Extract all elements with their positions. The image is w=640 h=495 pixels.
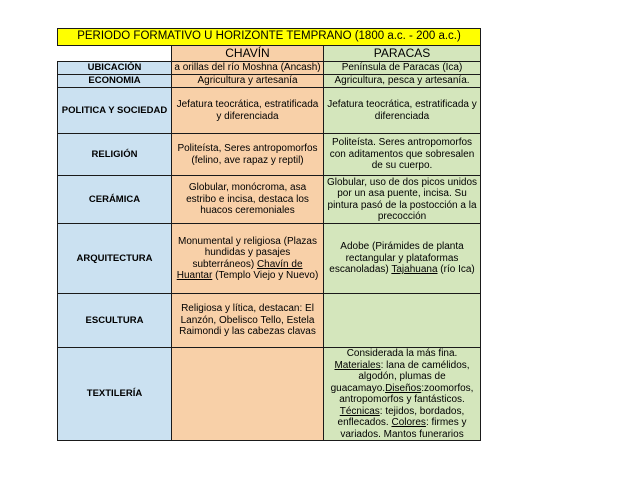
colores-label: Colores (391, 417, 426, 428)
table-title: PERIODO FORMATIVO U HORIZONTE TEMPRANO (1800 a.c. - 200 a.c.) (58, 29, 481, 46)
paracas-arquitectura-tail: (río Ica) (437, 264, 475, 276)
materiales-label: Materiales (334, 359, 381, 371)
row-label-ubicacion: UBICACIÓN (58, 62, 172, 75)
corner-cell (58, 46, 172, 62)
cell-paracas-arquitectura (324, 224, 481, 294)
column-header-chavin: CHAVÍN (172, 46, 324, 62)
cell-paracas-economia: Agricultura, pesca y artesanía. (324, 75, 481, 88)
materiales-text: : lana de camélidos, algodón, plumas de guacamayo. (330, 359, 470, 394)
cell-chavin-economia: Agricultura y artesanía (172, 75, 324, 88)
tecnicas-label: Técnicas (339, 405, 380, 417)
tajahuana-link: Tajahuana (391, 264, 438, 276)
cell-chavin-escultura: Religiosa y lítica, destacan: El Lanzón, Obelisco Tello, Estela Raimondi y las cabezas clavas (172, 294, 324, 348)
cell-chavin-politica: Jefatura teocrática, estratificada y diferenciada (172, 88, 324, 134)
disenos-text: :zoomorfos, antropomorfos y fantásticos. (339, 382, 474, 405)
row-label-politica: POLITICA Y SOCIEDAD (58, 88, 172, 134)
tecnicas-text: : tejidos, bordados, enflecados. (337, 405, 465, 428)
cell-chavin-ceramica: Globular, monócroma, asa estribo e incisa, destaca los huacos ceremoniales (172, 176, 324, 224)
paracas-arquitectura-text: Adobe (Pirámides de planta rectangular y plataformas escanoladas) (329, 241, 464, 276)
chavin-arquitectura-tail: (Templo Viejo y Nuevo) (212, 270, 319, 281)
row-label-textileria: TEXTILERÍA (58, 348, 172, 441)
row-label-arquitectura: ARQUITECTURA (58, 224, 172, 294)
cell-chavin-textileria (172, 348, 324, 441)
chavin-de-huantar-link: Chavín de Huantar (176, 258, 303, 281)
cell-paracas-ceramica: Globular, uso de dos picos unidos por un asa puente, incisa. Su pintura pasó de la postocción a la precocción (324, 176, 481, 224)
row-label-economia: ECONOMIA (58, 75, 172, 88)
row-label-ceramica: CERÁMICA (58, 176, 172, 224)
cell-paracas-textileria (324, 348, 481, 441)
cell-paracas-politica: Jefatura teocrática, estratificada y diferenciada (324, 88, 481, 134)
cell-paracas-escultura (324, 294, 481, 348)
row-label-escultura: ESCULTURA (58, 294, 172, 348)
row-label-religion: RELIGIÓN (58, 134, 172, 176)
chavin-arquitectura-text: Monumental y religiosa (Plazas hundidas y pasajes subterráneos) (178, 235, 317, 270)
cell-paracas-religion: Politeísta. Seres antropomorfos con aditamentos que sobresalen de su cuerpo. (324, 134, 481, 176)
cell-chavin-ubicacion: a orillas del río Moshna (Ancash) (172, 62, 324, 75)
cell-paracas-ubicacion: Península de Paracas (Ica) (324, 62, 481, 75)
colores-text: : firmes y variados. Mantos funerarios (340, 417, 467, 440)
textileria-intro: Considerada la más fina. (346, 348, 458, 359)
cell-chavin-arquitectura (172, 224, 324, 294)
cell-chavin-religion: Politeísta, Seres antropomorfos (felino, ave rapaz y reptil) (172, 134, 324, 176)
column-header-paracas: PARACAS (324, 46, 481, 62)
disenos-label: Diseños (385, 382, 422, 394)
comparison-table (57, 28, 481, 441)
